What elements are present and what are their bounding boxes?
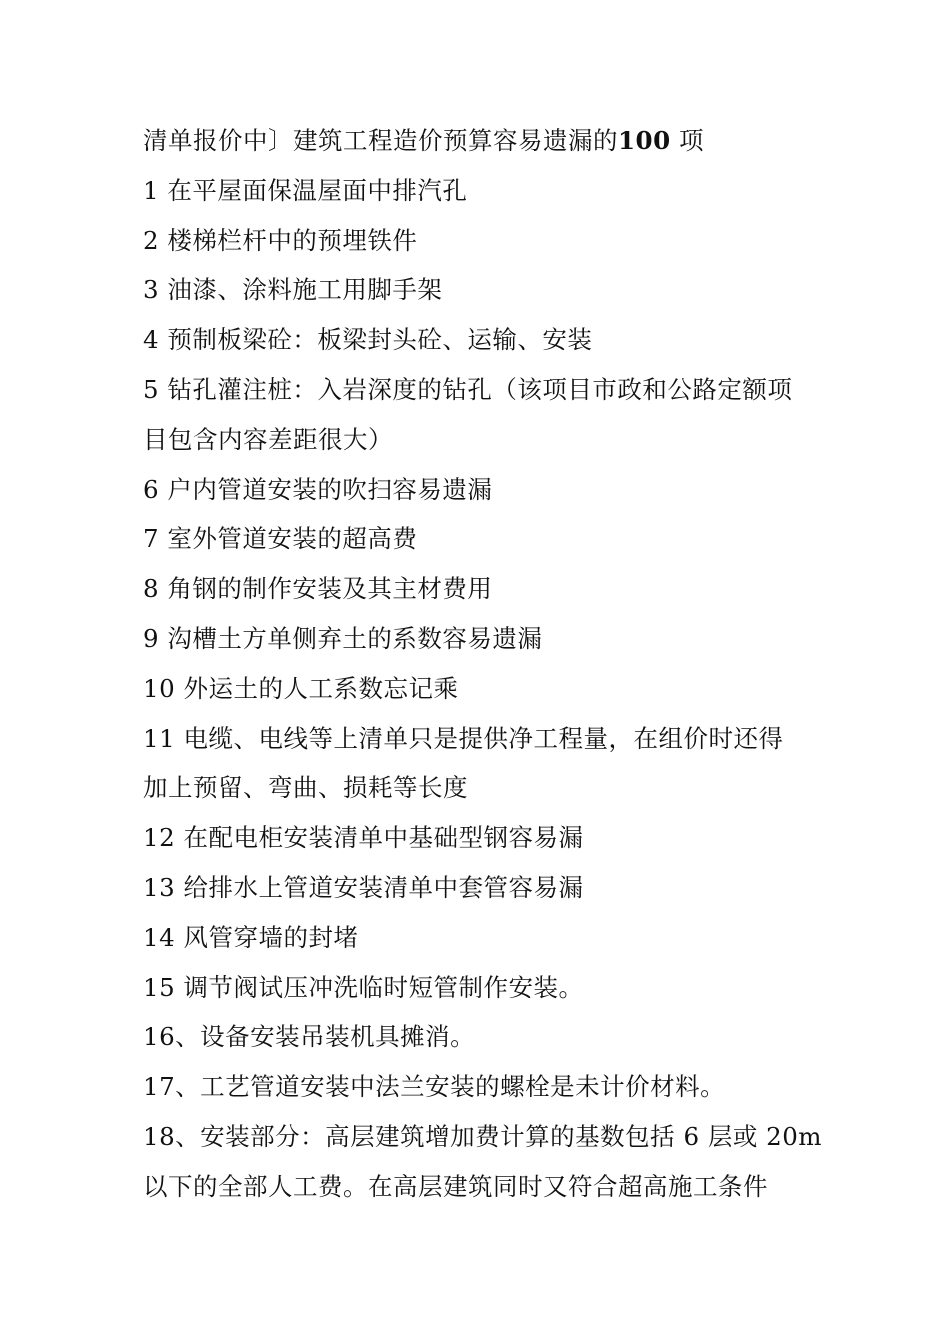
- list-item: 6 户内管道安装的吹扫容易遗漏: [143, 474, 493, 504]
- list-item: 2 楼梯栏杆中的预埋铁件: [143, 225, 418, 255]
- list-item-continuation: 目包含内容差距很大）: [143, 424, 393, 454]
- list-item: 4 预制板梁砼：板梁封头砼、运输、安装: [143, 325, 593, 355]
- list-item: 9 沟槽土方单侧弃土的系数容易遗漏: [143, 623, 543, 653]
- list-item: 13 给排水上管道安装清单中套管容易漏: [143, 872, 584, 902]
- list-item: 8 角钢的制作安装及其主材费用: [143, 574, 493, 604]
- list-item: 12 在配电柜安装清单中基础型钢容易漏: [143, 823, 584, 853]
- list-item: 18、安装部分：高层建筑增加费计算的基数包括 6 层或 20m: [143, 1121, 823, 1151]
- list-item-continuation: 加上预留、弯曲、损耗等长度: [143, 773, 468, 803]
- list-item: 15 调节阀试压冲洗临时短管制作安装。: [143, 972, 584, 1002]
- list-item: 3 油漆、涂料施工用脚手架: [143, 275, 443, 305]
- list-item: 17、工艺管道安装中法兰安装的螺栓是未计价材料。: [143, 1072, 726, 1102]
- list-item-continuation: 以下的全部人工费。在高层建筑同时又符合超高施工条件: [143, 1171, 768, 1201]
- document-title: [143, 116, 813, 166]
- document-body: [143, 116, 823, 1212]
- title-number: 100: [618, 126, 671, 155]
- list-item: 5 钻孔灌注桩：入岩深度的钻孔（该项目市政和公路定额项: [143, 374, 793, 404]
- list-item: 11 电缆、电线等上清单只是提供净工程量，在组价时还得: [143, 723, 784, 753]
- list-item: 10 外运土的人工系数忘记乘: [143, 673, 459, 703]
- title-suffix: 项: [670, 126, 704, 155]
- list-item: 1 在平屋面保温屋面中排汽孔: [143, 175, 468, 205]
- list-item: 16、设备安装吊装机具摊消。: [143, 1022, 476, 1052]
- title-prefix: 清单报价中〕建筑工程造价预算容易遗漏的: [143, 126, 618, 155]
- list-item: 14 风管穿墙的封堵: [143, 922, 359, 952]
- list-item: 7 室外管道安装的超高费: [143, 524, 418, 554]
